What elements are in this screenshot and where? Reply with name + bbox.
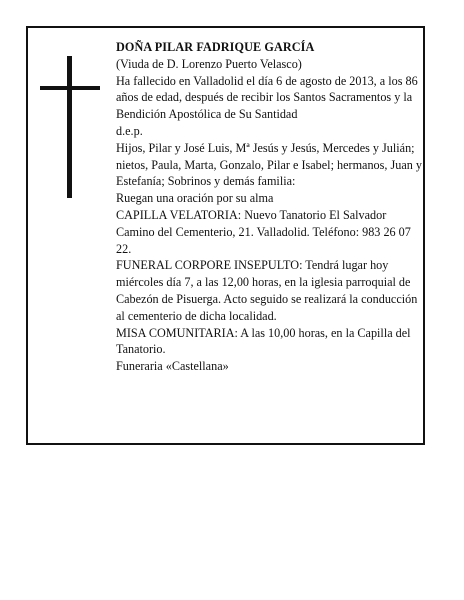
notice-text (116, 39, 424, 375)
chapel-info: CAPILLA VELATORIA: Nuevo Tanatorio El Salvador Camino del Cementerio, 21. Valladolid. Teléfono: 983 26 07 22. (116, 207, 411, 256)
obituary-notice (26, 26, 425, 445)
dep-line: d.e.p. (116, 123, 143, 138)
funeral-info: FUNERAL CORPORE INSEPULTO: Tendrá lugar hoy miércoles día 7, a las 12,00 horas, en la iglesia parroquial de Cabezón de Pisuerga. Acto seguido se realizará la conducción al cementerio de dicha localidad. (116, 258, 418, 323)
family-list: Hijos, Pilar y José Luis, Mª Jesús y Jesús, Mercedes y Julián; nietos, Paula, Marta, Gonzalo, Pilar e Isabel; hermanos, Juan y Estefanía; Sobrinos y demás familia: (116, 140, 422, 189)
prayer-request: Ruegan una oración por su alma (116, 191, 274, 206)
widow-of-line: (Viuda de D. Lorenzo Puerto Velasco) (116, 56, 302, 71)
deceased-name: DOÑA PILAR FADRIQUE GARCÍA (116, 40, 315, 54)
cross-horizontal-bar (40, 86, 100, 90)
cross-vertical-bar (67, 56, 72, 198)
cross-icon (40, 56, 102, 198)
funeral-home: Funeraria «Castellana» (116, 359, 229, 374)
mass-info: MISA COMUNITARIA: A las 10,00 horas, en la Capilla del Tanatorio. (116, 325, 411, 357)
death-announcement: Ha fallecido en Valladolid el día 6 de agosto de 2013, a los 86 años de edad, después de recibir los Santos Sacramentos y la Bendición Apostólica de Su Santidad (116, 73, 418, 122)
